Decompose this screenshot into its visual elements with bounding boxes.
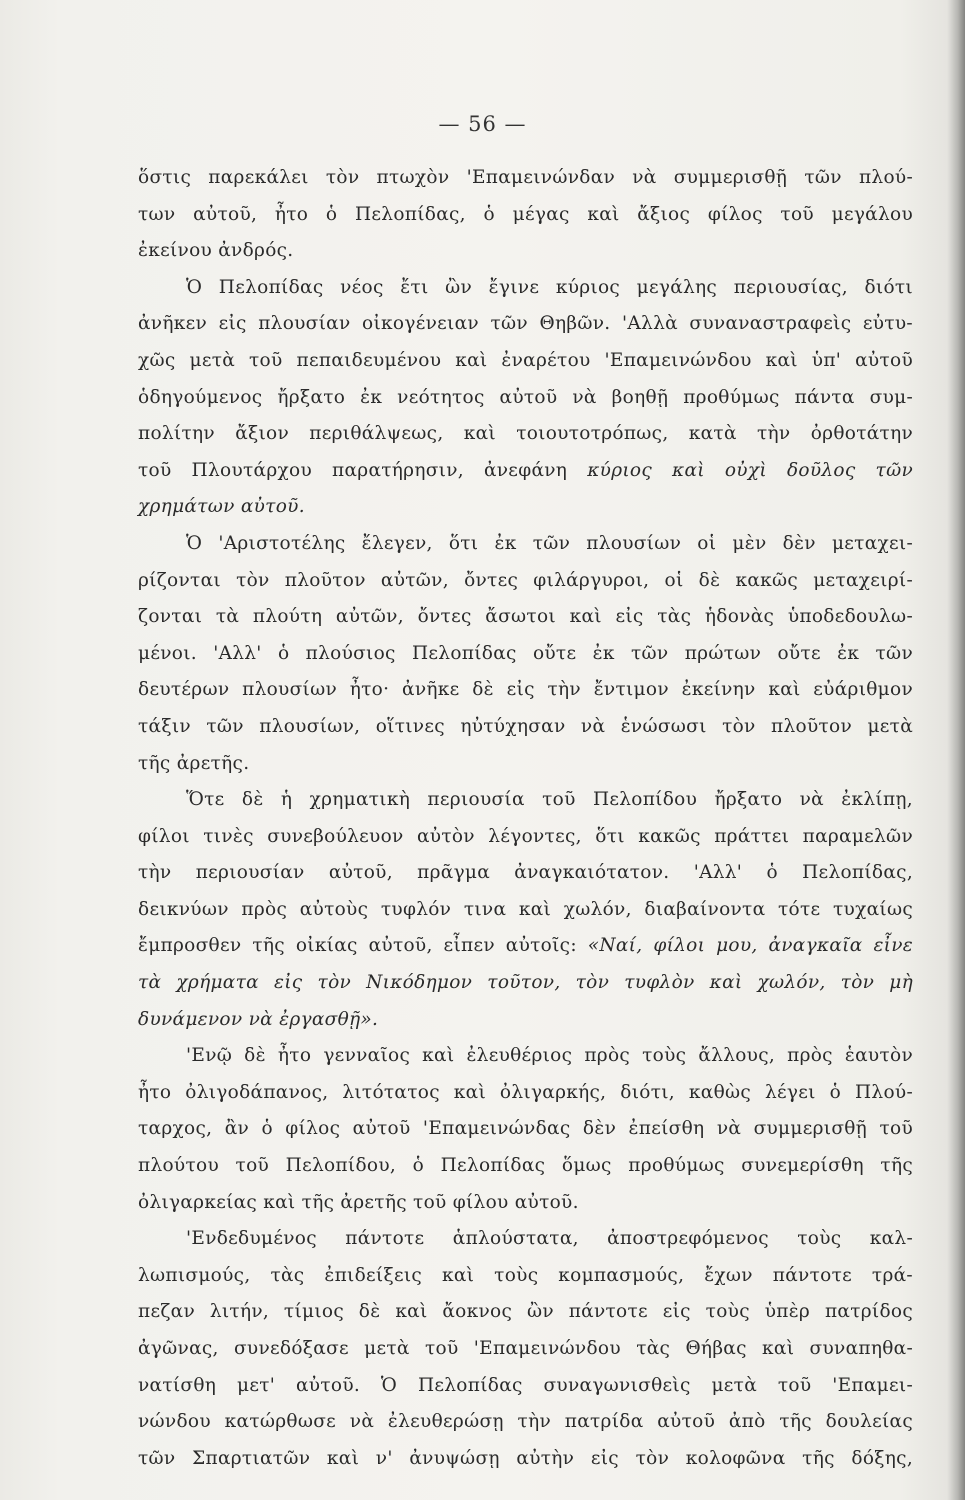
- text-line: ἐκείνου ἀνδρός.: [138, 240, 294, 262]
- text-line: Ὁ 'Αριστοτέλης ἔλεγεν, ὅτι ἐκ τῶν πλουσίων οἱ μὲν δὲν μεταχει-: [186, 532, 913, 554]
- text-line: 'Ενδεδυμένος πάντοτε ἁπλούστατα, ἀποστρεφόμενος τοὺς καλ-: [186, 1228, 913, 1250]
- text-line: ζονται τὰ πλούτη αὐτῶν, ὄντες ἄσωτοι καὶ εἰς τὰς ἡδονὰς ὑποδεδουλω-: [138, 606, 913, 628]
- text-line: δευτέρων πλουσίων ἦτο· ἀνῆκε δὲ εἰς τὴν ἔντιμον ἐκείνην καὶ εὐάριθμον: [138, 679, 913, 701]
- text-line: ρίζονται τὸν πλοῦτον αὐτῶν, ὄντες φιλάργυροι, οἱ δὲ κακῶς μεταχειρί-: [138, 569, 913, 591]
- text-line: νώνδου κατώρθωσε νὰ ἐλευθερώσῃ τὴν πατρίδα αὐτοῦ ἀπὸ τῆς δουλείας: [138, 1411, 913, 1433]
- text-line: χρημάτων αὐτοῦ.: [138, 496, 305, 518]
- body-text: [138, 160, 913, 1477]
- text-line: ἀγῶνας, συνεδόξασε μετὰ τοῦ 'Επαμεινώνδου τὰς Θήβας καὶ συναπηθα-: [138, 1338, 913, 1359]
- text-line: τάξιν τῶν πλουσίων, οἵτινες ηὐτύχησαν νὰ ἑνώσωσι τὸν πλοῦτον μετὰ: [138, 715, 913, 737]
- text-line: τοῦ Πλουτάρχου παρατήρησιν, ἀνεφάνη κύριος καὶ οὐχὶ δοῦλος τῶν: [138, 459, 914, 481]
- text-line: πεζαν λιτήν, τίμιος δὲ καὶ ἄοκνος ὢν πάντοτε εἰς τοὺς ὑπὲρ πατρίδος: [138, 1301, 913, 1323]
- text-line: ὅστις παρεκάλει τὸν πτωχὸν 'Επαμεινώνδαν νὰ συμμερισθῇ τῶν πλού-: [138, 167, 913, 188]
- text-line: τὴν περιουσίαν αὐτοῦ, πρᾶγμα ἀναγκαιότατον. 'Αλλ' ὁ Πελοπίδας,: [138, 862, 913, 884]
- text-line: φίλοι τινὲς συνεβούλευον αὐτὸν λέγοντες, ὅτι κακῶς πράττει παραμελῶν: [138, 825, 913, 847]
- text-line: των αὐτοῦ, ἦτο ὁ Πελοπίδας, ὁ μέγας καὶ ἄξιος φίλος τοῦ μεγάλου: [138, 203, 913, 225]
- text-line: δυνάμενον νὰ ἐργασθῇ».: [138, 1008, 379, 1030]
- text-line: χῶς μετὰ τοῦ πεπαιδευμένου καὶ ἐναρέτου 'Επαμεινώνδου καὶ ὑπ' αὐτοῦ: [138, 349, 913, 371]
- text-line: δεικνύων πρὸς αὐτοὺς τυφλόν τινα καὶ χωλόν, διαβαίνοντα τότε τυχαίως: [138, 898, 913, 920]
- text-line: Ὁ Πελοπίδας νέος ἔτι ὢν ἔγινε κύριος μεγάλης περιουσίας, διότι: [186, 276, 913, 298]
- text-line: πλούτου τοῦ Πελοπίδου, ὁ Πελοπίδας ὅμως προθύμως συνεμερίσθη τῆς: [138, 1155, 913, 1177]
- page-number: — 56 —: [438, 112, 527, 136]
- text-line: ταρχος, ἂν ὁ φίλος αὐτοῦ 'Επαμεινώνδας δὲν ἐπείσθη νὰ συμμερισθῇ τοῦ: [138, 1118, 913, 1140]
- text-line: ἦτο ὀλιγοδάπανος, λιτότατος καὶ ὀλιγαρκής, διότι, καθὼς λέγει ὁ Πλού-: [138, 1081, 913, 1103]
- text-line: ὀλιγαρκείας καὶ τῆς ἀρετῆς τοῦ φίλου αὐτοῦ.: [138, 1191, 579, 1213]
- text-line: πολίτην ἄξιον περιθάλψεως, καὶ τοιουτοτρόπως, κατὰ τὴν ὀρθοτάτην: [138, 423, 913, 445]
- text-line: τὰ χρήματα εἰς τὸν Νικόδημον τοῦτον, τὸν τυφλὸν καὶ χωλόν, τὸν μὴ: [138, 972, 913, 994]
- text-line: τῶν Σπαρτιατῶν καὶ ν' ἀνυψώσῃ αὐτὴν εἰς τὸν κολοφῶνα τῆς δόξης,: [138, 1447, 913, 1469]
- text-line: μένοι. 'Αλλ' ὁ πλούσιος Πελοπίδας οὔτε ἐκ τῶν πρώτων οὔτε ἐκ τῶν: [138, 642, 913, 664]
- text-line: λωπισμούς, τὰς ἐπιδείξεις καὶ τοὺς κομπασμούς, ἔχων πάντοτε τρά-: [138, 1264, 913, 1286]
- text-line: νατίσθη μετ' αὐτοῦ. Ὁ Πελοπίδας συναγωνισθεὶς μετὰ τοῦ 'Επαμει-: [138, 1374, 913, 1396]
- text-line: 'Ενῷ δὲ ἦτο γενναῖος καὶ ἐλευθέριος πρὸς τοὺς ἄλλους, πρὸς ἑαυτὸν: [186, 1045, 913, 1067]
- text-line: τῆς ἀρετῆς.: [138, 752, 250, 774]
- text-line: ἔμπροσθεν τῆς οἰκίας αὐτοῦ, εἶπεν αὐτοῖς: «Ναί, φίλοι μου, ἀναγκαῖα εἶνε: [138, 935, 913, 957]
- text-line: ὁδηγούμενος ἤρξατο ἐκ νεότητος αὐτοῦ νὰ βοηθῇ προθύμως πάντα συμ-: [138, 386, 913, 408]
- text-line: ἀνῆκεν εἰς πλουσίαν οἰκογένειαν τῶν Θηβῶν. 'Αλλὰ συναναστραφεὶς εὐτυ-: [138, 313, 913, 335]
- page-edge-shadow: [947, 0, 965, 1500]
- text-line: Ὅτε δὲ ἡ χρηματικὴ περιουσία τοῦ Πελοπίδου ἤρξατο νὰ ἐκλίπῃ,: [186, 789, 913, 811]
